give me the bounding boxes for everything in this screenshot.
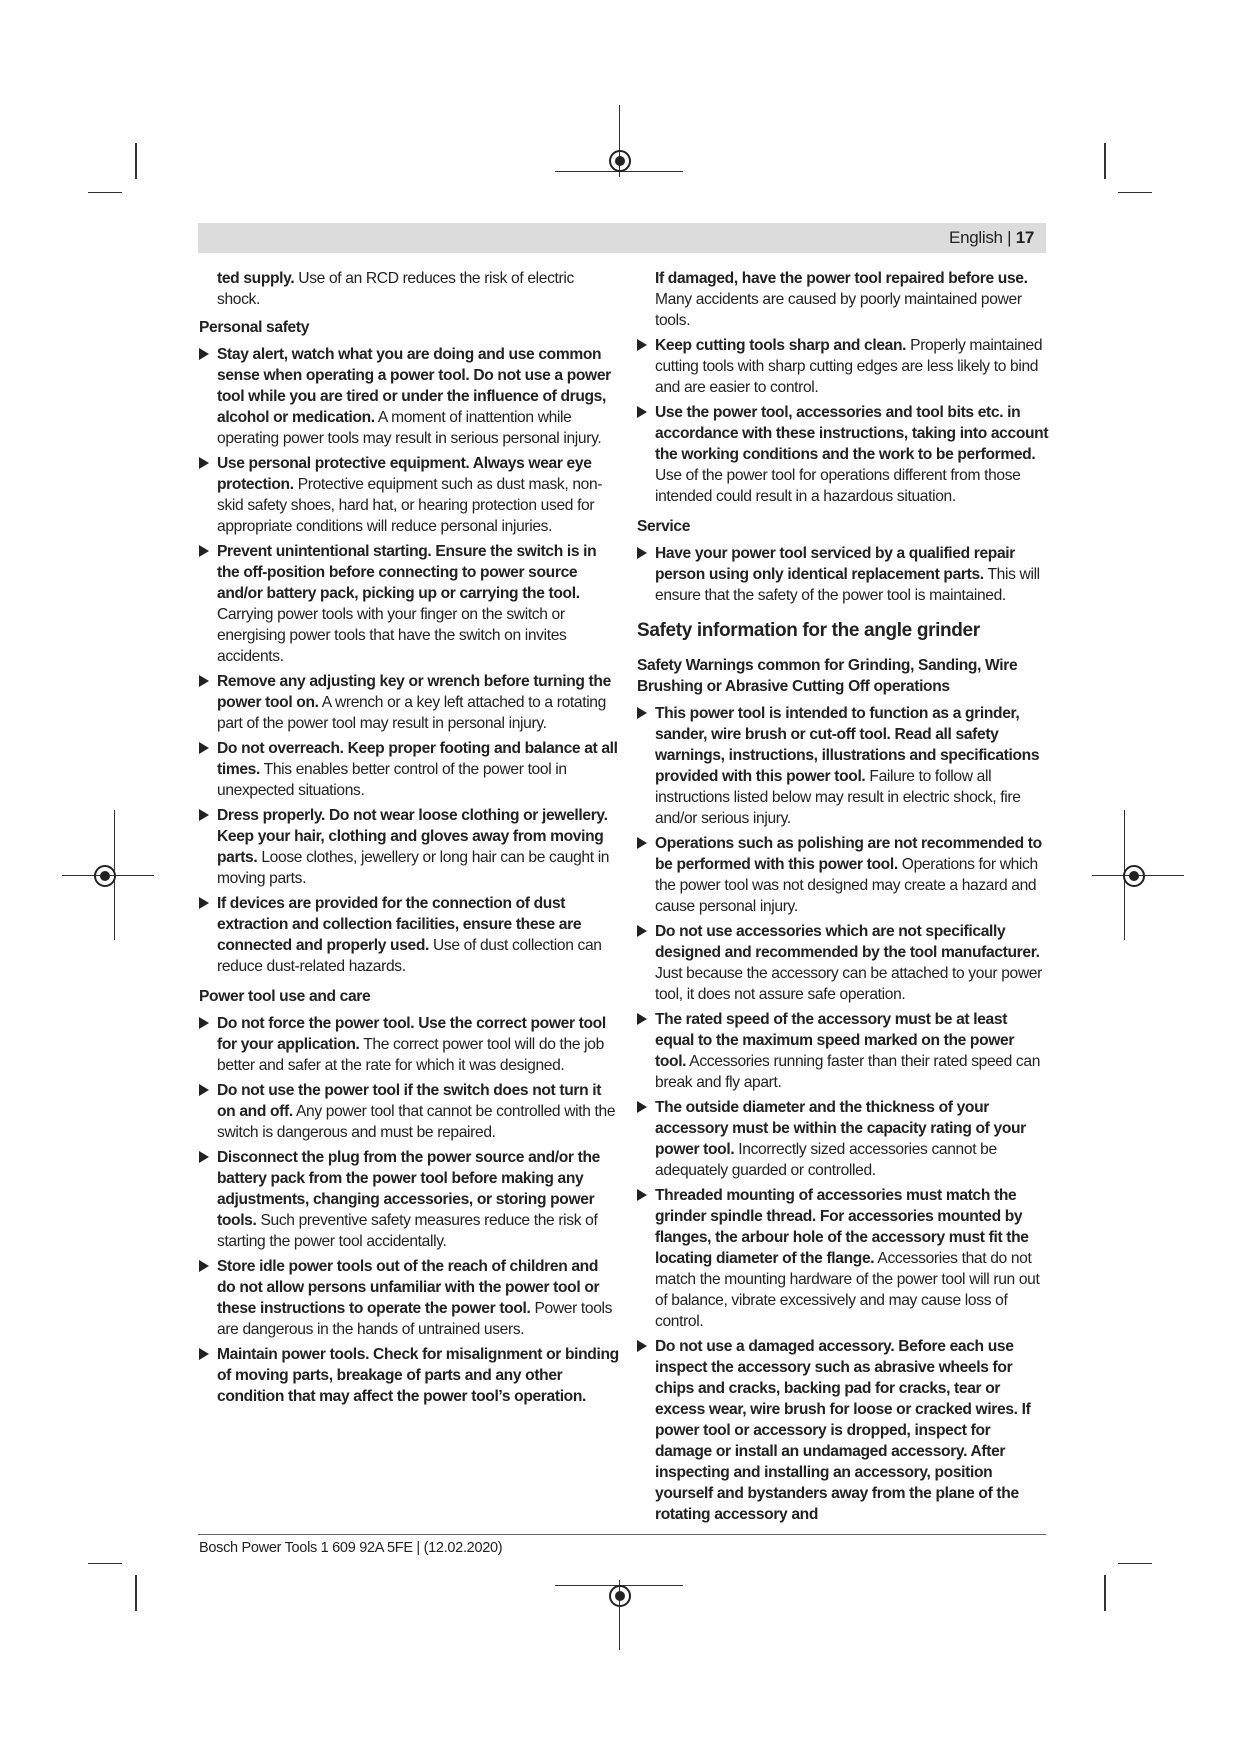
bold-text: ted supply. (217, 270, 295, 287)
bullet-triangle-icon (637, 406, 647, 418)
list-item (199, 1256, 619, 1340)
chapter-heading: Safety information for the angle grinder (637, 620, 980, 641)
section-heading: Personal safety (199, 319, 310, 336)
header-section: English (949, 228, 1003, 247)
body-text: Many accidents are caused by poorly maintained power tools. (655, 291, 1022, 329)
footer-divider (198, 1534, 1046, 1535)
list-item (199, 671, 619, 734)
bold-text: Do not use a damaged accessory. Before each use inspect the accessory such as abrasive wheels for chips and cracks, backing pad for cracks, tear or excess wear, wire brush for loose or cracked wires. If power tool or accessory is dropped, inspect for damage or install an undamaged accessory. After inspecting and installing an accessory, position yourself and bystanders away from the plane of the rotating accessory and (655, 1338, 1031, 1523)
list-item (637, 543, 1049, 606)
registration-mark-icon (94, 865, 116, 887)
body-text: Such preventive safety measures reduce the risk of starting the power tool accidentally. (217, 1212, 598, 1250)
bold-text: Have your power tool serviced by a qualified repair person using only identical replacement parts. (655, 545, 1015, 583)
bold-text: If devices are provided for the connection of dust extraction and collection facilities, ensure these are connected and properly used. (217, 895, 582, 954)
list-item (637, 1097, 1049, 1181)
sub-heading: Safety Warnings common for Grinding, Sanding, Wire Brushing or Abrasive Cutting Off operations (637, 657, 1018, 695)
section-heading: Power tool use and care (199, 988, 371, 1005)
list-item (637, 1336, 1049, 1525)
crop-mark (135, 1575, 137, 1611)
bold-text: Stay alert, watch what you are doing and use common sense when operating a power tool. Do not use a power tool while you are tired or under the influence of drugs, alcohol or medication. (217, 346, 611, 426)
body-text: Protective equipment such as dust mask, non-skid safety shoes, hard hat, or hearing protection used for appropriate conditions will reduce personal injuries. (217, 476, 603, 535)
body-text: Just because the accessory can be attached to your power tool, it does not assure safe operation. (655, 965, 1042, 1003)
list-item (199, 1344, 619, 1407)
continuation-paragraph (637, 268, 1049, 331)
list-item (199, 1147, 619, 1252)
bullet-triangle-icon (199, 897, 209, 909)
list (637, 703, 1049, 1525)
list-item (637, 833, 1049, 917)
list (199, 344, 619, 977)
bullet-triangle-icon (199, 457, 209, 469)
bullet-triangle-icon (199, 1084, 209, 1096)
bold-text: Use the power tool, accessories and tool bits etc. in accordance with these instructions, taking into account the working conditions and the work to be performed. (655, 404, 1049, 463)
bullet-triangle-icon (199, 1348, 209, 1360)
body-text: This will ensure that the safety of the power tool is maintained. (655, 566, 1040, 604)
list-item (637, 703, 1049, 829)
crop-mark (88, 192, 122, 193)
left-column (199, 268, 619, 1411)
list-item (199, 344, 619, 449)
list (637, 543, 1049, 606)
list-item (199, 738, 619, 801)
bullet-triangle-icon (199, 545, 209, 557)
body-text: Loose clothes, jewellery or long hair can be caught in moving parts. (217, 849, 610, 887)
bullet-triangle-icon (637, 1189, 647, 1201)
list-item (637, 1185, 1049, 1332)
list-item (199, 893, 619, 977)
bold-text: Keep cutting tools sharp and clean. (655, 337, 907, 354)
bullet-triangle-icon (637, 1101, 647, 1113)
bullet-triangle-icon (637, 1340, 647, 1352)
bold-text: The rated speed of the accessory must be at least equal to the maximum speed marked on the power tool. (655, 1011, 1015, 1070)
body-text: Any power tool that cannot be controlled with the switch is dangerous and must be repaired. (217, 1103, 616, 1141)
bold-text: Store idle power tools out of the reach of children and do not allow persons unfamiliar with the power tool or these instructions to operate the power tool. (217, 1258, 600, 1317)
bold-text: The outside diameter and the thickness of your accessory must be within the capacity rating of your power tool. (655, 1099, 1026, 1158)
bold-text: Remove any adjusting key or wrench before turning the power tool on. (217, 673, 611, 711)
bullet-triangle-icon (199, 809, 209, 821)
bullet-triangle-icon (637, 1013, 647, 1025)
crop-mark (1104, 143, 1106, 179)
crop-mark (1104, 1575, 1106, 1611)
footer-text: Bosch Power Tools 1 609 92A 5FE | (12.02.2020) (199, 1540, 503, 1556)
section-heading: Service (637, 518, 691, 535)
bullet-triangle-icon (199, 1151, 209, 1163)
crop-mark (135, 143, 137, 179)
bold-text: Do not overreach. Keep proper footing and balance at all times. (217, 740, 618, 778)
list (637, 335, 1049, 507)
body-text: This enables better control of the power tool in unexpected situations. (217, 761, 567, 799)
body-text: Use of the power tool for operations different from those intended could result in a hazardous situation. (655, 467, 1021, 505)
body-text: Accessories running faster than their rated speed can break and fly apart. (655, 1053, 1041, 1091)
list-item (199, 541, 619, 667)
bold-text: Prevent unintentional starting. Ensure the switch is in the off-position before connecting to power source and/or battery pack, picking up or carrying the tool. (217, 543, 597, 602)
body-text: A wrench or a key left attached to a rotating part of the power tool may result in personal injury. (217, 694, 606, 732)
bullet-triangle-icon (199, 1017, 209, 1029)
bullet-triangle-icon (199, 742, 209, 754)
bullet-triangle-icon (637, 925, 647, 937)
bold-text: Dress properly. Do not wear loose clothing or jewellery. Keep your hair, clothing and gloves away from moving parts. (217, 807, 608, 866)
page-number: 17 (1015, 228, 1034, 247)
body-text: Operations for which the power tool was not designed may create a hazard and cause personal injury. (655, 856, 1038, 915)
bullet-triangle-icon (199, 675, 209, 687)
bullet-triangle-icon (199, 1260, 209, 1272)
bold-text: Threaded mounting of accessories must match the grinder spindle thread. For accessories mounted by flanges, the arbour hole of the accessory must fit the locating diameter of the flange. (655, 1187, 1029, 1267)
crop-mark (1118, 192, 1152, 193)
bold-text: Operations such as polishing are not recommended to be performed with this power tool. (655, 835, 1042, 873)
body-text: Use of an RCD reduces the risk of electric shock. (217, 270, 574, 308)
continuation-paragraph (199, 268, 619, 310)
body-text: Carrying power tools with your finger on the switch or energising power tools that have the switch on invites accidents. (217, 606, 567, 665)
registration-mark-icon (609, 150, 631, 172)
list-item (637, 921, 1049, 1005)
bold-text: If damaged, have the power tool repaired before use. (655, 270, 1028, 287)
list (199, 1013, 619, 1407)
body-text: Failure to follow all instructions listed below may result in electric shock, fire and/or serious injury. (655, 768, 1021, 827)
registration-mark-icon (609, 1585, 631, 1607)
body-text: Power tools are dangerous in the hands of untrained users. (217, 1300, 613, 1338)
list-item (637, 402, 1049, 507)
body-text: Properly maintained cutting tools with sharp cutting edges are less likely to bind and are easier to control. (655, 337, 1043, 396)
body-text: The correct power tool will do the job better and safer at the rate for which it was designed. (217, 1036, 604, 1074)
crop-mark (88, 1563, 122, 1564)
body-text: Use of dust collection can reduce dust-related hazards. (217, 937, 602, 975)
body-text: Incorrectly sized accessories cannot be adequately guarded or controlled. (655, 1141, 997, 1179)
bold-text: Use personal protective equipment. Always wear eye protection. (217, 455, 592, 493)
bold-text: Do not use accessories which are not specifically designed and recommended by the tool manufacturer. (655, 923, 1040, 961)
bullet-triangle-icon (637, 547, 647, 559)
header-label: English | 17 (949, 228, 1034, 247)
list-item (199, 453, 619, 537)
bullet-triangle-icon (637, 339, 647, 351)
body-text: A moment of inattention while operating power tools may result in serious personal injury. (217, 409, 602, 447)
list-item (199, 1013, 619, 1076)
bullet-triangle-icon (637, 837, 647, 849)
bold-text: Do not use the power tool if the switch does not turn it on and off. (217, 1082, 602, 1120)
list-item (199, 1080, 619, 1143)
list-item (637, 335, 1049, 398)
right-column (637, 268, 1049, 1529)
bullet-triangle-icon (199, 348, 209, 360)
bold-text: Disconnect the plug from the power source and/or the battery pack from the power tool before making any adjustments, changing accessories, or storing power tools. (217, 1149, 600, 1229)
crop-mark (1118, 1563, 1152, 1564)
bullet-triangle-icon (637, 707, 647, 719)
list-item (637, 1009, 1049, 1093)
page-header (198, 223, 1046, 253)
bold-text: Do not force the power tool. Use the correct power tool for your application. (217, 1015, 606, 1053)
registration-mark-icon (1123, 865, 1145, 887)
body-text: Accessories that do not match the mounting hardware of the power tool will run out of balance, vibrate excessively and may cause loss of control. (655, 1250, 1040, 1330)
bold-text: This power tool is intended to function as a grinder, sander, wire brush or cut-off tool. Read all safety warnings, instructions, illustrations and specifications provided with this power tool. (655, 705, 1040, 785)
list-item (199, 805, 619, 889)
bold-text: Maintain power tools. Check for misalignment or binding of moving parts, breakage of parts and any other condition that may affect the power tool’s operation. (217, 1346, 619, 1405)
